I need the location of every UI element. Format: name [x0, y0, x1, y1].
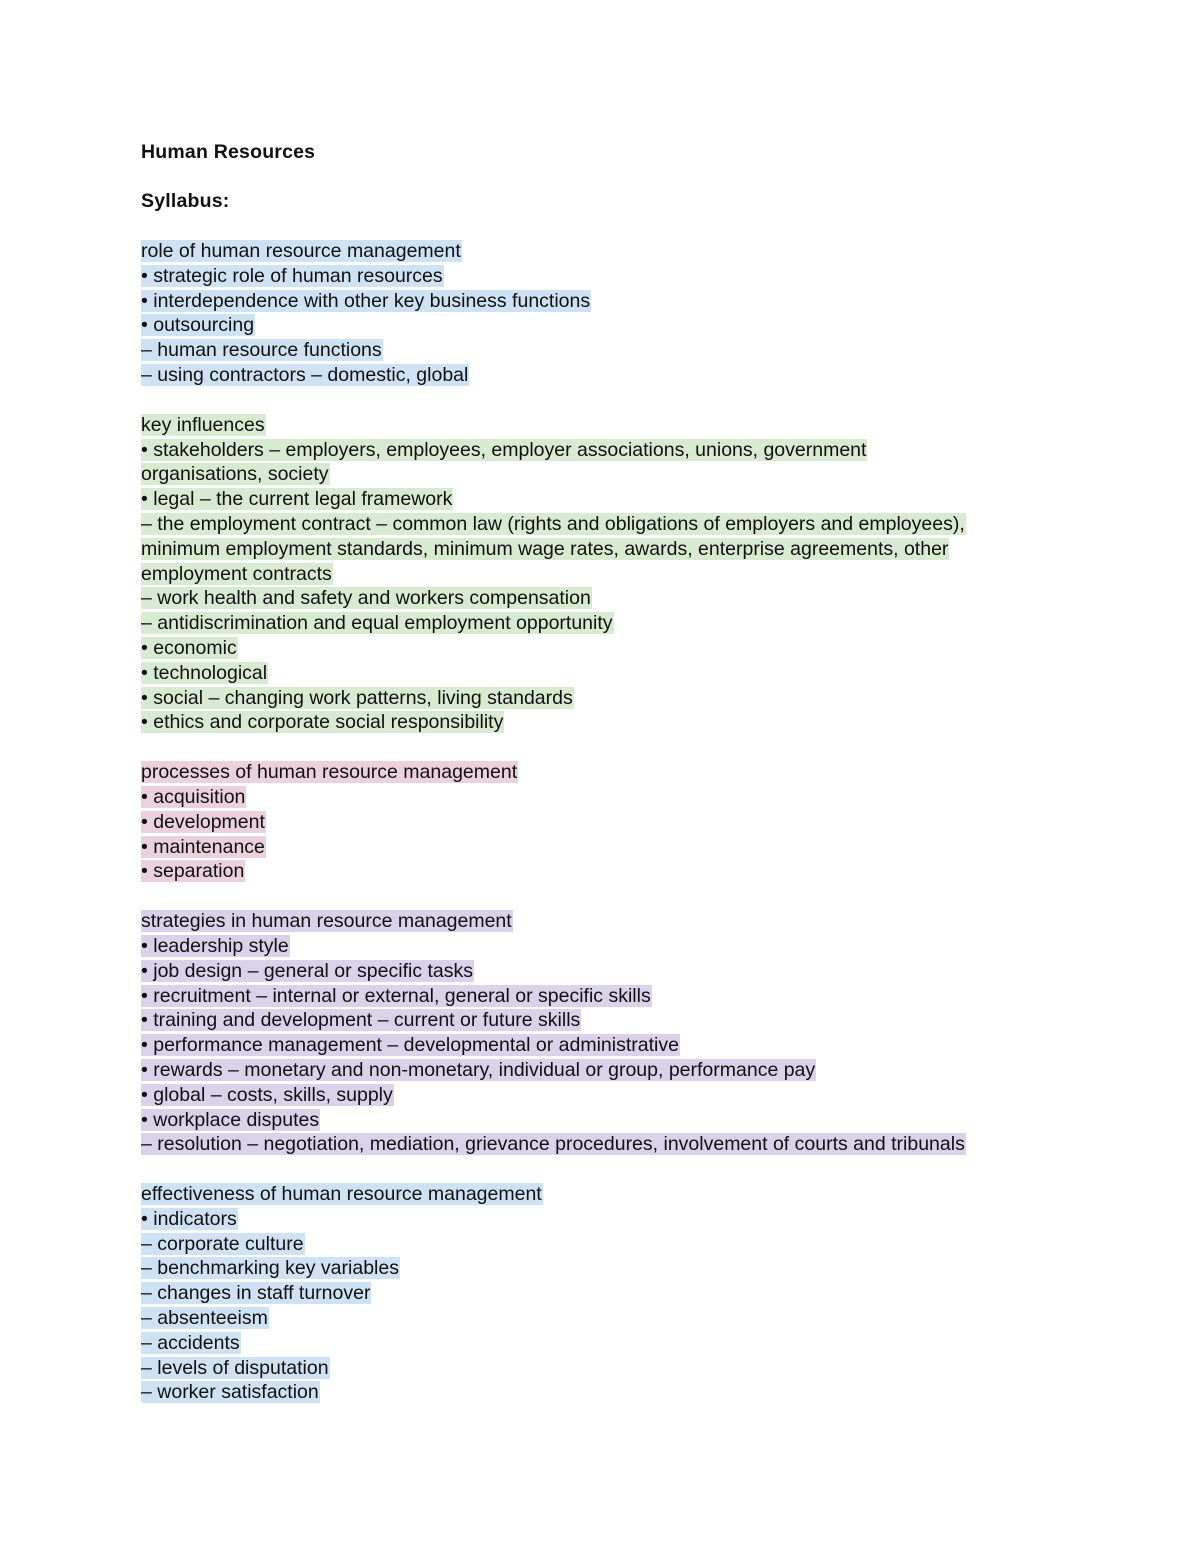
list-item: • recruitment – internal or external, general or specific skills	[141, 984, 651, 1007]
section-effectiveness-of-hrm	[141, 1182, 1141, 1405]
section-heading: key influences	[141, 413, 265, 436]
document-page	[141, 140, 1141, 1405]
list-item: • global – costs, skills, supply	[141, 1083, 393, 1106]
list-sub-item: – accidents	[141, 1331, 240, 1354]
list-sub-item: – human resource functions	[141, 339, 382, 362]
list-item: • legal – the current legal framework	[141, 488, 453, 511]
list-item: • separation	[141, 860, 245, 883]
section-heading: role of human resource management	[141, 240, 461, 262]
list-item: • strategic role of human resources	[141, 264, 443, 287]
list-item: • indicators	[141, 1207, 237, 1230]
list-item: • workplace disputes	[141, 1108, 320, 1131]
list-sub-item: – corporate culture	[141, 1232, 304, 1255]
list-item-continuation: organisations, society	[141, 463, 329, 486]
list-item: • ethics and corporate social responsibility	[141, 711, 504, 734]
list-sub-item: – worker satisfaction	[141, 1381, 319, 1404]
list-item: • social – changing work patterns, living standards	[141, 686, 573, 709]
section-processes-of-hrm	[141, 760, 1141, 884]
section-heading: processes of human resource management	[141, 761, 518, 784]
list-sub-item: – the employment contract – common law (rights and obligations of employers and employees),	[141, 512, 965, 535]
list-item: • outsourcing	[141, 314, 255, 337]
list-item: • maintenance	[141, 835, 265, 858]
list-item: • development	[141, 810, 265, 833]
list-sub-item: – changes in staff turnover	[141, 1282, 371, 1305]
list-item: • acquisition	[141, 785, 246, 808]
document-title: Human Resources	[141, 141, 316, 163]
list-sub-item: – benchmarking key variables	[141, 1257, 399, 1280]
list-item: • performance management – developmental or administrative	[141, 1034, 679, 1057]
list-sub-item: – levels of disputation	[141, 1356, 329, 1379]
list-item: • leadership style	[141, 934, 289, 957]
section-key-influences	[141, 413, 1141, 735]
list-sub-item: – work health and safety and workers compensation	[141, 587, 591, 610]
list-sub-item: – resolution – negotiation, mediation, grievance procedures, involvement of courts and tribunals	[141, 1133, 965, 1156]
list-sub-item: – antidiscrimination and equal employment opportunity	[141, 612, 613, 635]
list-item-continuation: employment contracts	[141, 562, 332, 585]
list-item: • job design – general or specific tasks	[141, 959, 474, 982]
list-sub-item: – absenteeism	[141, 1307, 268, 1330]
syllabus-heading: Syllabus:	[141, 190, 230, 212]
section-heading: effectiveness of human resource management	[141, 1183, 542, 1206]
list-item: • stakeholders – employers, employees, employer associations, unions, government	[141, 438, 867, 461]
list-item: • rewards – monetary and non-monetary, individual or group, performance pay	[141, 1058, 816, 1081]
section-strategies-in-hrm	[141, 909, 1141, 1157]
section-heading: strategies in human resource management	[141, 910, 512, 933]
list-item-continuation: minimum employment standards, minimum wage rates, awards, enterprise agreements, other	[141, 537, 949, 560]
list-item: • economic	[141, 636, 237, 659]
list-item: • technological	[141, 661, 268, 684]
list-item: • interdependence with other key business functions	[141, 289, 591, 312]
section-role-of-hrm	[141, 239, 1141, 388]
list-item: • training and development – current or future skills	[141, 1009, 581, 1032]
list-sub-item: – using contractors – domestic, global	[141, 363, 469, 386]
